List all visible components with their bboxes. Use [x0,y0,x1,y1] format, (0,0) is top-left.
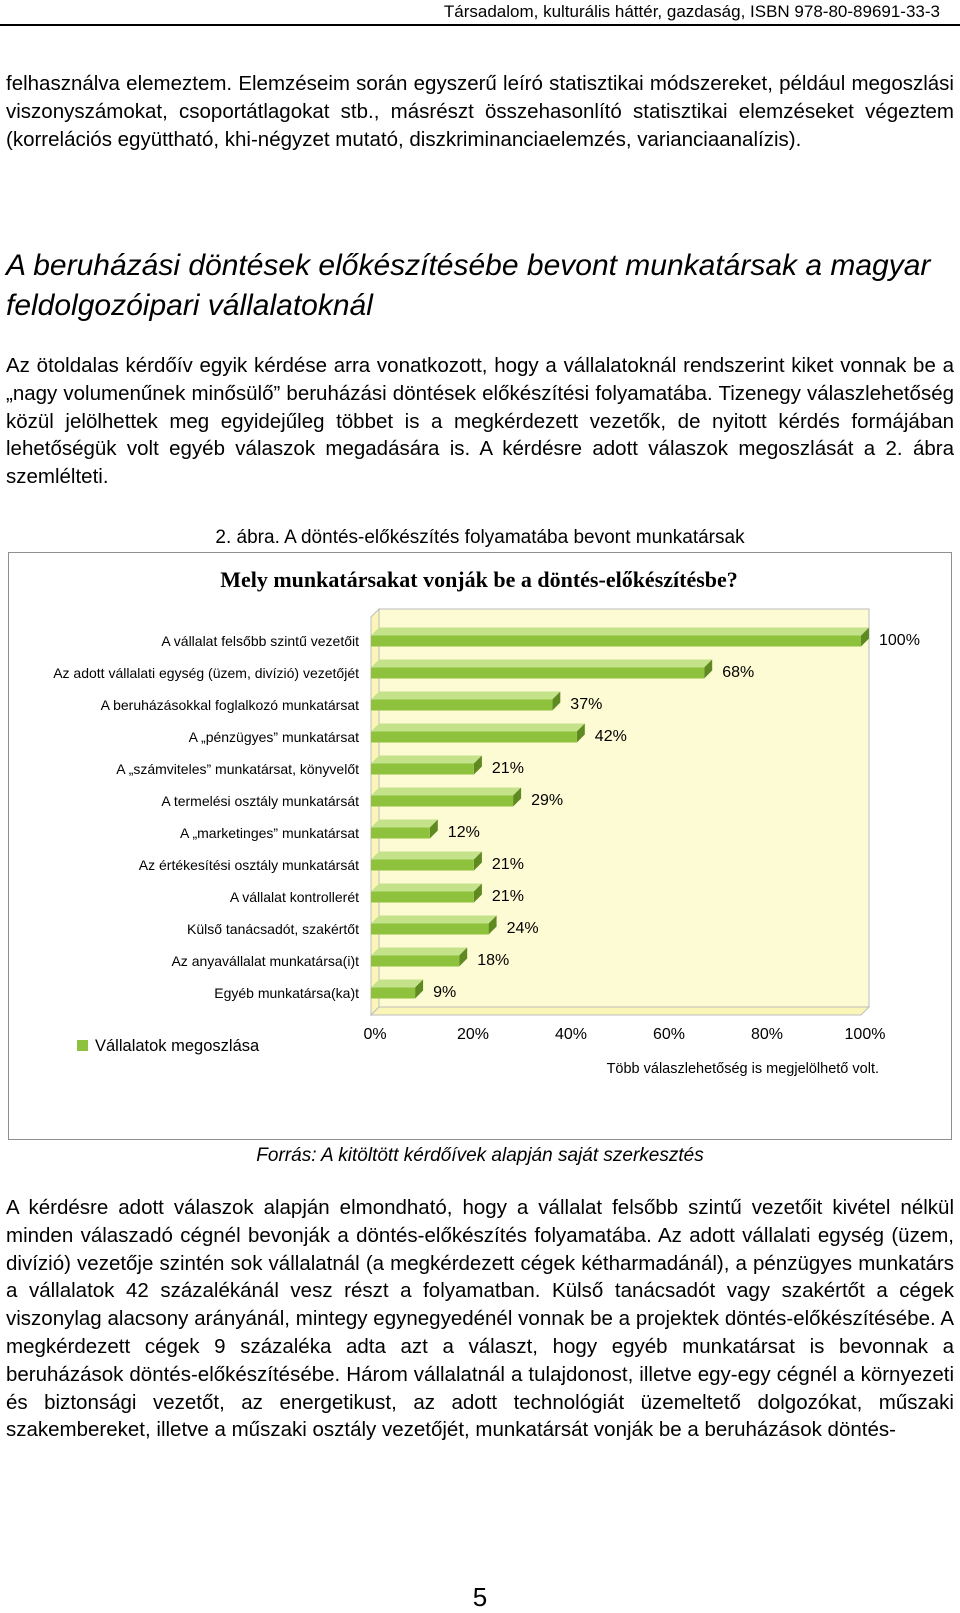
category-label: Az adott vállalati egység (üzem, divízió) vezetőjét [53,665,359,681]
bar-top-face [371,916,497,924]
bar [371,660,712,679]
data-label: 12% [447,824,480,841]
category-label: A „marketinges” munkatársat [180,825,359,841]
bar-chart [9,553,951,1139]
category-label: A „pénzügyes” munkatársat [188,729,359,745]
x-tick-label: 100% [844,1026,886,1043]
category-label: A beruházásokkal foglalkozó munkatársat [100,697,359,713]
bar [371,884,482,903]
legend [77,1037,260,1055]
bar-top-face [371,660,712,668]
bar-front-face [371,860,474,871]
data-label: 21% [491,856,524,873]
category-label: Külső tanácsadót, szakértőt [187,921,359,937]
bar-front-face [371,732,577,743]
bar-front-face [371,828,430,839]
chart-note: Több válaszlehetőség is megjelölhető volt. [606,1061,879,1077]
data-label: 9% [433,984,457,1001]
bar [371,948,467,967]
bar-top-face [371,788,521,796]
data-label: 68% [722,664,755,681]
section-title: A beruházási döntések előkészítésébe bevont munkatársak a magyar feldolgozóipari vállalatoknál [6,249,931,322]
bar-top-face [371,948,467,956]
bar-top-face [371,980,423,988]
category-label: Az anyavállalat munkatársa(i)t [171,953,359,969]
data-label: 21% [491,760,524,777]
legend-label: Vállalatok megoszlása [95,1037,260,1055]
bar-front-face [371,764,474,775]
x-tick-label: 80% [750,1026,784,1043]
bar [371,980,423,999]
category-label: Egyéb munkatársa(ka)t [214,985,359,1001]
bar-top-face [371,628,869,636]
bar-top-face [371,884,482,892]
bar-front-face [371,700,552,711]
figure-caption: 2. ábra. A döntés-előkészítés folyamatába bevont munkatársak [215,527,745,548]
bar [371,852,482,871]
x-axis-ticks [363,1026,885,1043]
category-label: A „számviteles” munkatársat, könyvelőt [116,761,359,777]
paragraph-1: Az ötoldalas kérdőív egyik kérdése arra vonatkozott, hogy a vállalatoknál rendszerint kiket vonnak be a „nagy volumenűnek minősülő” beruházási döntések előkészítési folyamatába. Tizenegy válaszlehetőség közül jelölhettek meg egyidejűleg többet is a megkérdezett vezetők, de nyitott kérdés formájában lehetőségük volt egyéb válaszok megadására is. A kérdésre adott válaszok megoszlását a 2. ábra szemlélteti. [6,354,954,489]
category-labels [53,633,359,1001]
bar-front-face [371,796,513,807]
bar-top-face [371,756,482,764]
bar-front-face [371,956,459,967]
figure-source: Forrás: A kitöltött kérdőívek alapján saját szerkesztés [256,1145,704,1166]
bar [371,916,497,935]
bar-front-face [371,892,474,903]
category-label: A vállalat felsőbb szintű vezetőit [161,633,359,649]
bar-top-face [371,692,560,700]
chart-frame [8,552,952,1140]
category-label: A vállalat kontrollerét [229,889,359,905]
running-header [0,0,960,24]
data-label: 24% [506,920,539,937]
data-label: 29% [531,792,564,809]
bar-top-face [371,852,482,860]
bar-front-face [371,988,415,999]
x-tick-label: 0% [363,1026,387,1043]
bar-top-face [371,724,585,732]
bar [371,692,560,711]
header-rule [0,24,960,26]
x-tick-label: 20% [456,1026,490,1043]
page-number: 5 [472,1582,488,1612]
category-label: A termelési osztály munkatársát [161,793,359,809]
plot-floor [371,1007,869,1015]
data-label: 37% [570,696,603,713]
x-tick-label: 60% [652,1026,686,1043]
legend-swatch [77,1040,88,1051]
chart-title: Mely munkatársakat vonják be a döntés-előkészítésbe? [220,567,738,592]
bar [371,820,438,839]
data-label: 42% [594,728,627,745]
header-text: Társadalom, kulturális háttér, gazdaság, ISBN 978-80-89691-33-3 [443,2,940,21]
category-label: Az értékesítési osztály munkatársát [138,857,359,873]
data-label: 18% [477,952,510,969]
bar [371,628,869,647]
data-label: 21% [491,888,524,905]
bar [371,788,521,807]
bar-top-face [371,820,438,828]
data-label: 100% [879,632,920,649]
x-tick-label: 40% [554,1026,588,1043]
bar-front-face [371,668,704,679]
bar [371,724,585,743]
bar-front-face [371,636,861,647]
bar-front-face [371,924,489,935]
bar [371,756,482,775]
intro-paragraph: felhasználva elemeztem. Elemzéseim során egyszerű leíró statisztikai módszereket, például megoszlási viszonyszámokat, csoportátlagokat stb., másrészt összehasonlító statisztikai elemzéseket végeztem (korrelációs együttható, khi-négyzet mutató, diszkriminanciaelemzés, varianciaanalízis). [6,72,954,151]
paragraph-2: A kérdésre adott válaszok alapján elmondható, hogy a vállalat felsőbb szintű vezetőit kivétel nélkül minden válaszadó cégnél bevonják a döntés-előkészítés folyamatába. Az adott vállalati egység (üzem, divízió) vezetője szintén sok vállalatnál (a megkérdezett cégek kétharmadánál), a pénzügyes munkatárs a vállalatok 42 százalékánál vesz részt a folyamatban. Külső tanácsadót vagy szakértőt a cégek viszonylag alacsony arányánál, mintegy egynegyedénél vonnak be a projektek döntés-előkészítésébe. A megkérdezett cégek 9 százaléka adta azt a választ, hogy egyéb munkatársat is bevonnak a beruházások döntés-előkészítésébe. Három vállalatnál a tulajdonost, illetve egy-egy cégnél a környezeti és biztonsági vezetőt, az energetikust, az adott technológiát üzemeltető dolgozókat, műszaki szakembereket, illetve a műszaki osztály vezetőjét, munkatársát vonják be a beruházások döntés- [6,1196,954,1442]
